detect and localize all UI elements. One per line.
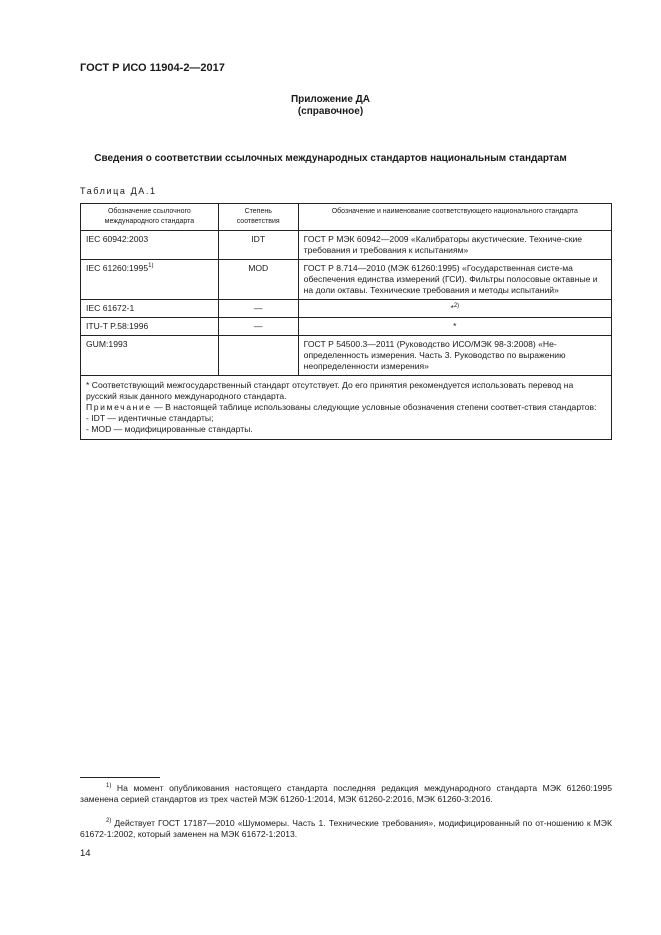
section-title: Сведения о соответствии ссылочных международных стандартов национальным стандартам (94, 153, 567, 164)
cell-national: * (298, 318, 611, 336)
table-row (81, 336, 612, 376)
page-number: 14 (80, 848, 91, 859)
annex-subtitle: (справочное) (297, 106, 364, 117)
header-national: Обозначение и наименование соответствующего национального стандарта (298, 204, 611, 231)
annex-heading (0, 94, 661, 118)
asterisk-note: * Соответствующий межгосударственный стандарт отсутствует. До его принятия рекомендуется использовать перевод на русский язык данного международного стандарта. (86, 380, 574, 401)
note-label: Примечание (86, 402, 152, 412)
correspondence-table (80, 203, 612, 440)
footnote-2: $^{2)}$ Действует ГОСТ 17187—2010 «Шумомеры. Часть 1. Технические требования», модифицированный по от-ношению к МЭК 61672-1:2002, который заменен на МЭК 61672-1:2013. (80, 818, 612, 839)
cell-national: ГОСТ Р 8.714—2010 (МЭК 61260:1995) «Государственная систе-ма обеспечения единства измерений (ГСИ). Фильтры полосовые октавные и на доли октавы. Технические требования и методы испытаний» (298, 260, 611, 300)
cell-standard: IEC 61260:1995$^{1)}$ (81, 260, 219, 300)
cell-degree: — (218, 300, 298, 318)
table-notes (81, 376, 612, 440)
cell-standard: IEC 61672-1 (81, 300, 219, 318)
footnote-ref: 2) (453, 303, 460, 310)
table-notes-row (81, 376, 612, 440)
cell-degree (218, 336, 298, 376)
note-paragraph: Примечание — В настоящей таблице использованы следующие условные обозначения степени соответ-ствия стандартов: (86, 402, 597, 412)
footnote-mark: 1) (106, 783, 112, 790)
table-row (81, 300, 612, 318)
cell-national: ГОСТ Р МЭК 60942—2009 «Калибраторы акустические. Техниче-ские требования и требования к испытаниям» (298, 231, 611, 260)
header-degree: Степень соответствия (218, 204, 298, 231)
table-label: Таблица ДА.1 (80, 186, 157, 196)
table-row (81, 231, 612, 260)
table-header-row (81, 204, 612, 231)
annex-title: Приложение ДА (290, 94, 371, 105)
header-standard: Обозначение ссылочного международного стандарта (81, 204, 219, 231)
table-row (81, 260, 612, 300)
cell-standard: ITU-T P.58:1996 (81, 318, 219, 336)
footnote-1: $^{1)}$ На момент опубликования настоящего стандарта последняя редакция международного стандарта МЭК 61260:1995 заменена серией стандартов из трех частей МЭК 61260-1:2014, МЭК 61260-2:2016, МЭК 61260-3:2016. (80, 783, 612, 804)
footnote-divider (80, 777, 160, 778)
footnote-ref: 1) (148, 263, 154, 270)
note-mod: - MOD — модифицированные стандарты. (86, 424, 253, 434)
cell-standard: IEC 60942:2003 (81, 231, 219, 260)
cell-degree: — (218, 318, 298, 336)
footnote-mark: 2) (106, 818, 112, 825)
table-row (81, 318, 612, 336)
note-idt: - IDT — идентичные стандарты; (86, 413, 214, 423)
cell-standard: GUM:1993 (81, 336, 219, 376)
document-code: ГОСТ Р ИСО 11904-2—2017 (80, 62, 225, 74)
cell-national: ГОСТ Р 54500.3—2011 (Руководство ИСО/МЭК 98-3:2008) «Не-определенность измерения. Часть 3. Руководство по выражению неопределенности измерения» (298, 336, 611, 376)
cell-degree: MOD (218, 260, 298, 300)
cell-degree: IDT (218, 231, 298, 260)
cell-national: *$^{2)}$ (298, 300, 611, 318)
